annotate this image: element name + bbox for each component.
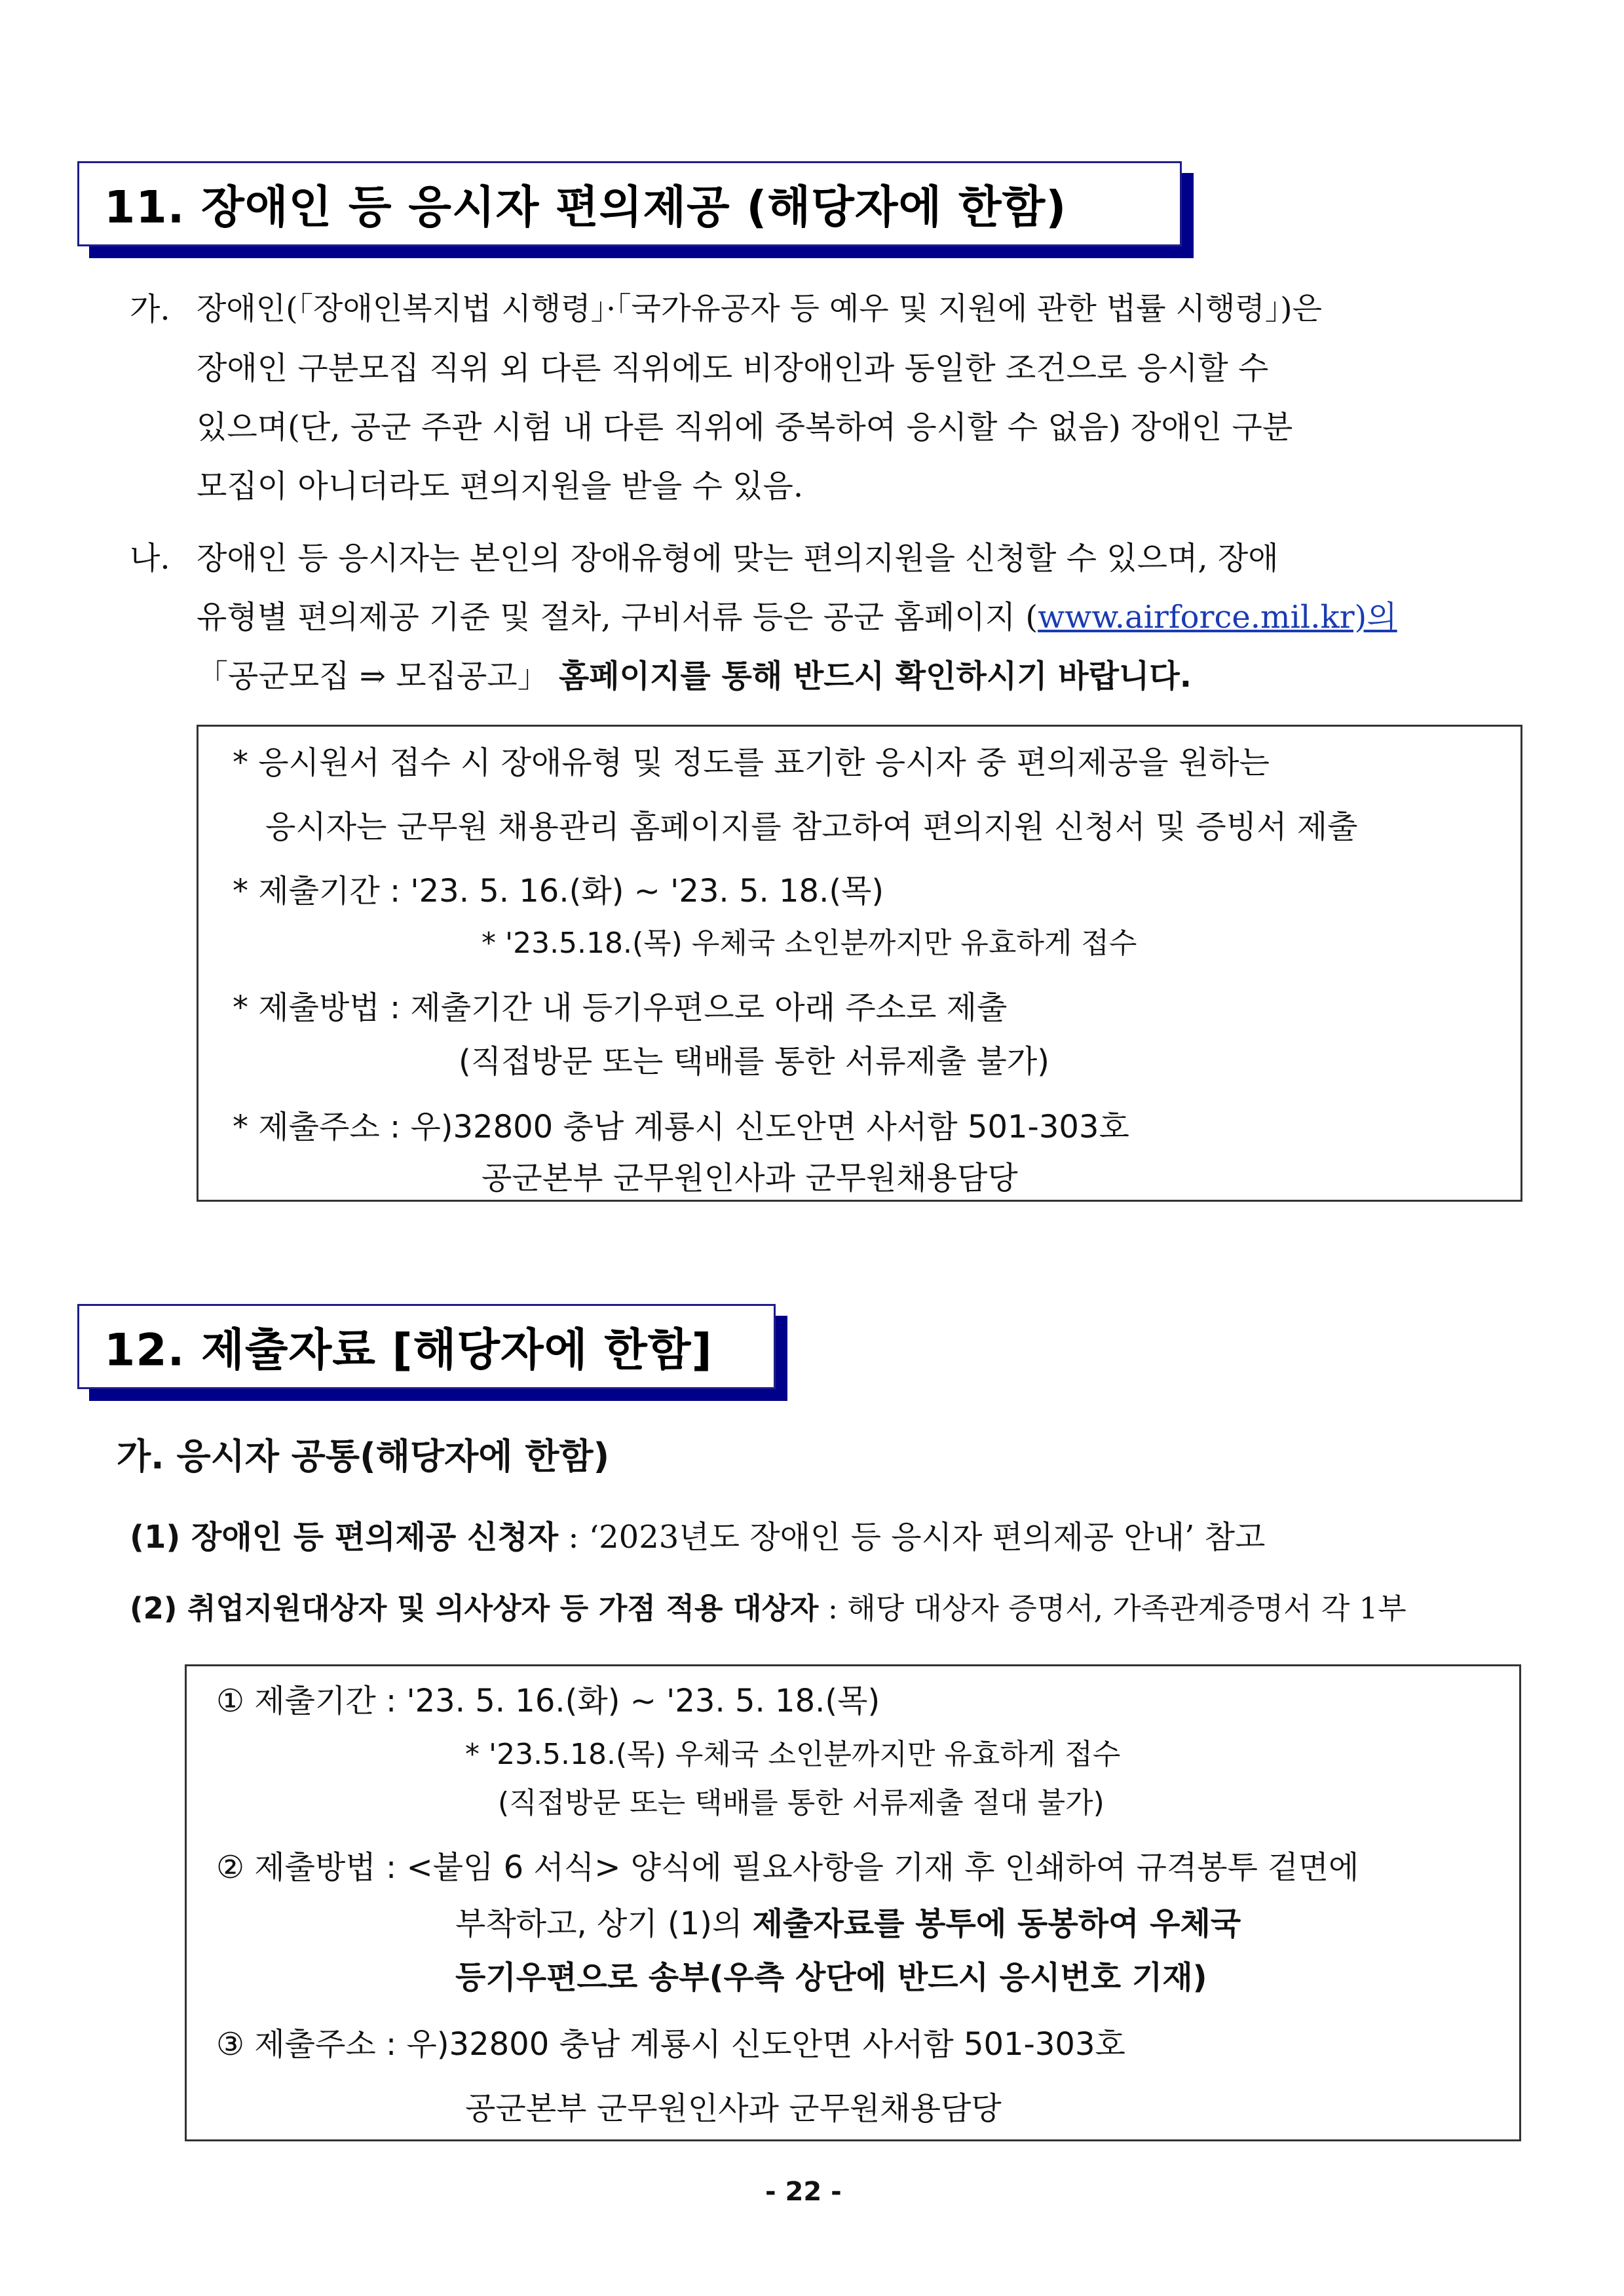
box11-method: * 제출방법 : 제출기간 내 등기우편으로 아래 주소로 제출 <box>233 989 1008 1026</box>
para-na-line2 <box>197 599 1397 636</box>
para-na-line3-emphasis: 홈페이지를 통해 반드시 확인하시기 바랍니다. <box>558 658 1192 695</box>
item1-label: (1) 장애인 등 편의제공 신청자 <box>130 1519 559 1556</box>
box11-period: * 제출기간 : '23. 5. 16.(화) ~ '23. 5. 18.(목) <box>233 873 884 909</box>
box11-address: * 제출주소 : 우)32800 충남 계룡시 신도안면 사서함 501-303호 <box>233 1109 1129 1145</box>
box12-method-line2 <box>455 1905 1241 1942</box>
para-na-line1: 장애인 등 응시자는 본인의 장애유형에 맞는 편의지원을 신청할 수 있으며, 장애 <box>197 540 1279 577</box>
box12-period-note1: * '23.5.18.(목) 우체국 소인분까지만 유효하게 접수 <box>465 1738 1121 1771</box>
box12-method-line2-text: 부착하고, 상기 (1)의 <box>455 1905 753 1942</box>
box11-period-note: * '23.5.18.(목) 우체국 소인분까지만 유효하게 접수 <box>482 927 1137 960</box>
para-na-line3-text: 「공군모집 ⇒ 모집공고」 <box>197 658 559 695</box>
para-ga-line3: 있으며(단, 공군 주관 시험 내 다른 직위에 중복하여 응시할 수 없음) 장애인 구분 <box>197 409 1293 446</box>
para-na-line3 <box>197 658 1192 695</box>
section11-header <box>77 161 1182 246</box>
item1-text: : ‘2023년도 장애인 등 응시자 편의제공 안내’ 참고 <box>558 1519 1266 1556</box>
para-ga-marker: 가. <box>130 291 170 328</box>
para-ga-line4: 모집이 아니더라도 편의지원을 받을 수 있음. <box>197 468 804 505</box>
para-ga-line1: 장애인(「장애인복지법 시행령」·「국가유공자 등 예우 및 지원에 관한 법률 시행령」)은 <box>197 291 1322 327</box>
box12-method: ② 제출방법 : <붙임 6 서식> 양식에 필요사항을 기재 후 인쇄하여 규격봉투 겉면에 <box>216 1849 1359 1886</box>
box11-address-note: 공군본부 군무원인사과 군무원채용담당 <box>482 1160 1018 1196</box>
item2-text: : 해당 대상자 증명서, 가족관계증명서 각 1부 <box>818 1591 1407 1626</box>
item2-label: (2) 취업지원대상자 및 의사상자 등 가점 적용 대상자 <box>130 1591 819 1626</box>
airforce-homepage-link[interactable]: www.airforce.mil.kr)의 <box>1038 599 1397 636</box>
section12-title: 12. 제출자료 [해당자에 한함] <box>104 1324 713 1377</box>
item2 <box>130 1591 1407 1626</box>
box11-star1-line1: * 응시원서 접수 시 장애유형 및 정도를 표기한 응시자 중 편의제공을 원하는 <box>233 744 1270 781</box>
item1 <box>130 1519 1266 1556</box>
section12-notice-box <box>185 1664 1521 2141</box>
para-na-marker: 나. <box>130 540 170 577</box>
box12-address-note: 공군본부 군무원인사과 군무원채용담당 <box>465 2090 1002 2127</box>
box11-method-note: (직접방문 또는 택배를 통한 서류제출 불가) <box>459 1043 1049 1080</box>
box12-method-line2-emphasis: 제출자료를 봉투에 동봉하여 우체국 <box>752 1905 1241 1942</box>
box12-period-note2: (직접방문 또는 택배를 통한 서류제출 절대 불가) <box>498 1786 1105 1820</box>
box11-star1-line2: 응시자는 군무원 채용관리 홈페이지를 참고하여 편의지원 신청서 및 증빙서 제출 <box>265 809 1358 845</box>
section12-subhead: 가. 응시자 공통(해당자에 한함) <box>117 1436 610 1477</box>
page-number: - 22 - <box>765 2177 842 2207</box>
para-ga-line2: 장애인 구분모집 직위 외 다른 직위에도 비장애인과 동일한 조건으로 응시할 수 <box>197 350 1269 387</box>
section11-title: 11. 장애인 등 응시자 편의제공 (해당자에 한함) <box>104 182 1067 234</box>
box12-period: ① 제출기간 : '23. 5. 16.(화) ~ '23. 5. 18.(목) <box>216 1683 880 1719</box>
section12-header <box>77 1304 776 1389</box>
box12-address: ③ 제출주소 : 우)32800 충남 계룡시 신도안면 사서함 501-303호 <box>216 2026 1125 2063</box>
box12-method-line3: 등기우편으로 송부(우측 상단에 반드시 응시번호 기재) <box>455 1959 1207 1996</box>
para-na-line2-text: 유형별 편의제공 기준 및 절차, 구비서류 등은 공군 홈페이지 ( <box>197 599 1038 636</box>
